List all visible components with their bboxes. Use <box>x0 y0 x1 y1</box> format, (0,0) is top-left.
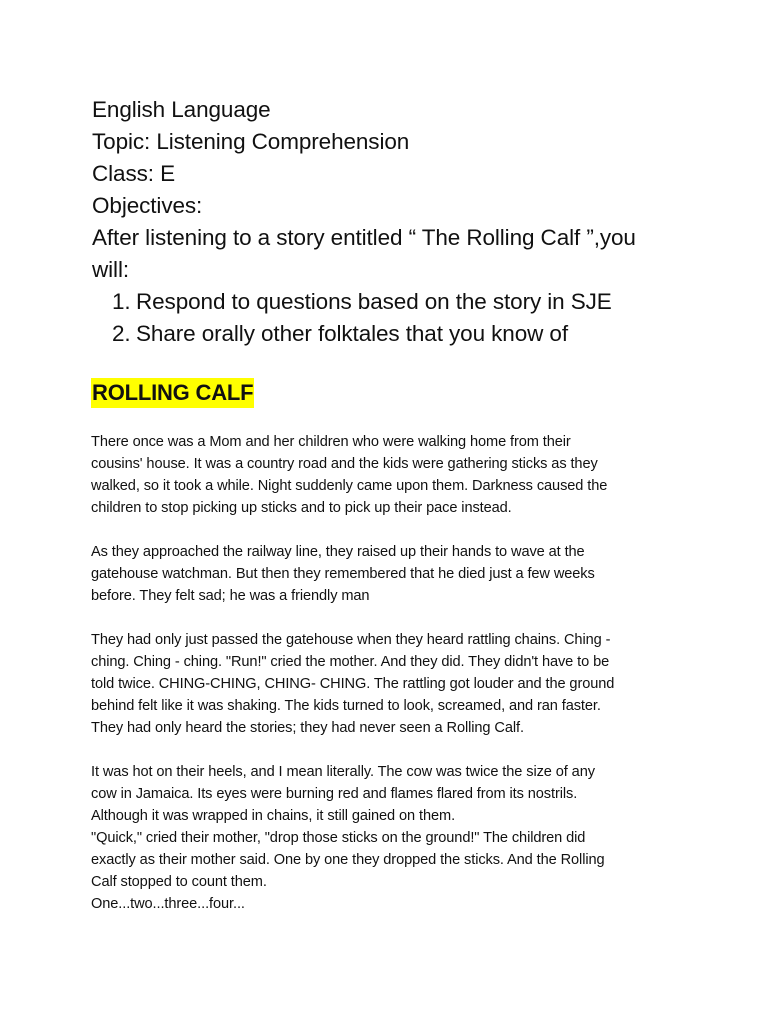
objectives-list <box>92 286 712 350</box>
story-line: cousins' house. It was a country road and the kids were gathering sticks as they <box>91 456 598 472</box>
objective-item <box>112 318 712 350</box>
lesson-header <box>92 94 712 350</box>
story-line: Although it was wrapped in chains, it still gained on them. <box>91 808 456 824</box>
objective-number: 2. <box>112 321 131 346</box>
story-body <box>91 431 711 915</box>
objective-item <box>112 286 712 318</box>
story-paragraph <box>91 431 711 519</box>
story-line: children to stop picking up sticks and to pick up their pace instead. <box>91 500 512 516</box>
story-line: They had only just passed the gatehouse when they heard rattling chains. Ching - <box>91 632 611 648</box>
story-line: There once was a Mom and her children who were walking home from their <box>91 434 571 450</box>
intro-line: will: <box>92 257 129 282</box>
subject-line: English Language <box>92 97 271 122</box>
story-line: As they approached the railway line, they raised up their hands to wave at the <box>91 544 585 560</box>
story-line: "Quick," cried their mother, "drop those sticks on the ground!" The children did <box>91 830 586 846</box>
story-line: One...two...three...four... <box>91 896 245 912</box>
intro-line: After listening to a story entitled “ The Rolling Calf ”,you <box>92 225 636 250</box>
story-line: ching. Ching - ching. "Run!" cried the mother. And they did. They didn't have to be <box>91 654 610 670</box>
story-title: ROLLING CALF <box>91 378 254 408</box>
story-line: Calf stopped to count them. <box>91 874 267 890</box>
story-paragraph <box>91 541 711 607</box>
objective-number: 1. <box>112 289 131 314</box>
objective-text: Share orally other folktales that you know of <box>136 321 568 346</box>
story-line: exactly as their mother said. One by one they dropped the sticks. And the Rolling <box>91 852 605 868</box>
story-line: It was hot on their heels, and I mean literally. The cow was twice the size of any <box>91 764 595 780</box>
topic-line: Topic: Listening Comprehension <box>92 129 410 154</box>
story-line: gatehouse watchman. But then they remembered that he died just a few weeks <box>91 566 595 582</box>
story-line: cow in Jamaica. Its eyes were burning red and flames flared from its nostrils. <box>91 786 578 802</box>
objectives-label: Objectives: <box>92 193 203 218</box>
story-line: before. They felt sad; he was a friendly man <box>91 588 370 604</box>
story-paragraph <box>91 761 711 915</box>
story-line: behind felt like it was shaking. The kids turned to look, screamed, and ran faster. <box>91 698 601 714</box>
story-line: walked, so it took a while. Night suddenly came upon them. Darkness caused the <box>91 478 608 494</box>
story-line: told twice. CHING-CHING, CHING- CHING. The rattling got louder and the ground <box>91 676 615 692</box>
objective-text: Respond to questions based on the story in SJE <box>136 289 612 314</box>
class-line: Class: E <box>92 161 175 186</box>
story-line: They had only heard the stories; they had never seen a Rolling Calf. <box>91 720 524 736</box>
story-paragraph <box>91 629 711 739</box>
story-title-wrap <box>91 378 254 408</box>
